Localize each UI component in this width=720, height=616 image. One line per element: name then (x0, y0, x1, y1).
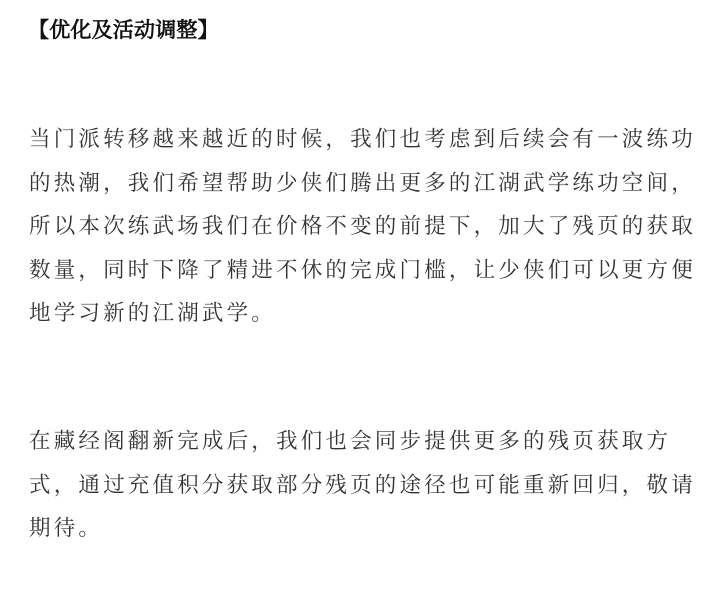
section-heading: 【优化及活动调整】 (28, 18, 219, 42)
paragraph-line: 当门派转移越来越近的时候，我们也考虑到后续会有一波练功 (29, 127, 696, 152)
paragraph-line: 的热潮，我们希望帮助少侠们腾出更多的江湖武学练功空间， (29, 170, 696, 196)
paragraph-line: 期待。 (29, 516, 104, 541)
paragraph-optimization (29, 118, 696, 336)
paragraph-line: 数量，同时下降了精进不休的完成门槛，让少侠们可以更方便 (29, 257, 696, 283)
paragraph-line: 在藏经阁翻新完成后，我们也会同步提供更多的残页获取方 (29, 429, 672, 454)
paragraph-line: 所以本次练武场我们在价格不变的前提下，加大了残页的获取 (29, 214, 696, 239)
paragraph-library-renovation (29, 420, 696, 551)
paragraph-line: 式，通过充值积分获取部分残页的途径也可能重新回归，敬请 (29, 472, 696, 498)
paragraph-line: 地学习新的江湖武学。 (29, 301, 277, 326)
